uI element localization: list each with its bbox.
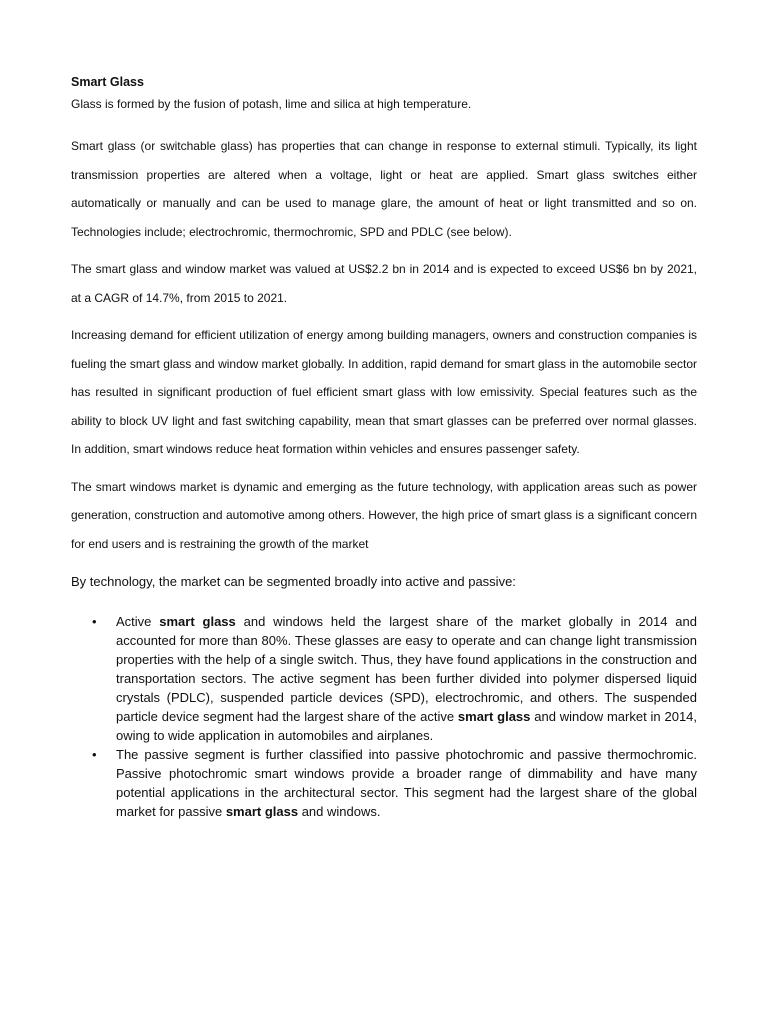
bullet-text: and windows held the largest share of the market globally in 2014 and accounted for more than 80%. These glasses are easy to operate and can change light transmission properties with the help of a single switch. Thus, they have found applications in the construction and transportation sectors. The active segment has been further divided into polymer dispersed liquid crystals (PDLC), suspended particle devices (SPD), electrochromic, and others. The suspended particle device segment had the largest share of the active — [116, 614, 697, 724]
bullet-text: The passive segment is further classified into passive photochromic and passive thermochromic. Passive photochromic smart windows provide a broader range of dimmability and have many potential applications in the architectural sector. This segment had the largest share of the global market for passive — [116, 747, 697, 819]
paragraph-market-value: The smart glass and window market was valued at US$2.2 bn in 2014 and is expected to exceed US$6 bn by 2021, at a CAGR of 14.7%, from 2015 to 2021. — [71, 262, 697, 305]
paragraph-segmentation-lead: By technology, the market can be segmented broadly into active and passive: — [71, 574, 516, 589]
bullet-marker: • — [92, 614, 97, 629]
document-title: Smart Glass — [71, 75, 144, 89]
bullet-bold-term: smart glass — [159, 614, 236, 629]
bullet-text: and window market in 2014, owing to wide application in automobiles and airplanes. — [116, 709, 698, 743]
bullet-bold-term: smart glass — [225, 804, 299, 819]
paragraph-smart-glass-overview: Smart glass (or switchable glass) has properties that can change in response to external stimuli. Typically, its light transmission properties are altered when a voltage, light or heat are applied. Smart glass switches either automatically or manually and can be used to manage glare, the amount of heat or light transmitted and so on. Technologies include; electrochromic, thermochromic, SPD and PDLC (see below). — [71, 139, 697, 239]
bullet-bold-term: smart glass — [457, 709, 531, 724]
bullet-passive-segment — [92, 745, 697, 821]
technology-bullet-list — [71, 612, 697, 821]
paragraph-market-outlook: The smart windows market is dynamic and emerging as the future technology, with application areas such as power generation, construction and automotive among others. However, the high price of smart glass is a significant concern for end users and is restraining the growth of the market — [71, 479, 697, 551]
bullet-text: and windows. — [298, 804, 381, 819]
bullet-text: Active — [116, 614, 160, 629]
bullet-marker: • — [92, 747, 97, 762]
document-page — [71, 72, 697, 821]
bullet-active-segment — [92, 612, 698, 745]
paragraph-market-drivers: Increasing demand for efficient utilization of energy among building managers, owners and construction companies is fueling the smart glass and window market globally. In addition, rapid demand for smart glass in the automobile sector has resulted in significant production of fuel efficient smart glass with low emissivity. Special features such as the ability to block UV light and fast switching capability, mean that smart glasses can be preferred over normal glasses. In addition, smart windows reduce heat formation within vehicles and ensures passenger safety. — [71, 328, 697, 456]
paragraph-glass-definition: Glass is formed by the fusion of potash, lime and silica at high temperature. — [71, 97, 472, 111]
